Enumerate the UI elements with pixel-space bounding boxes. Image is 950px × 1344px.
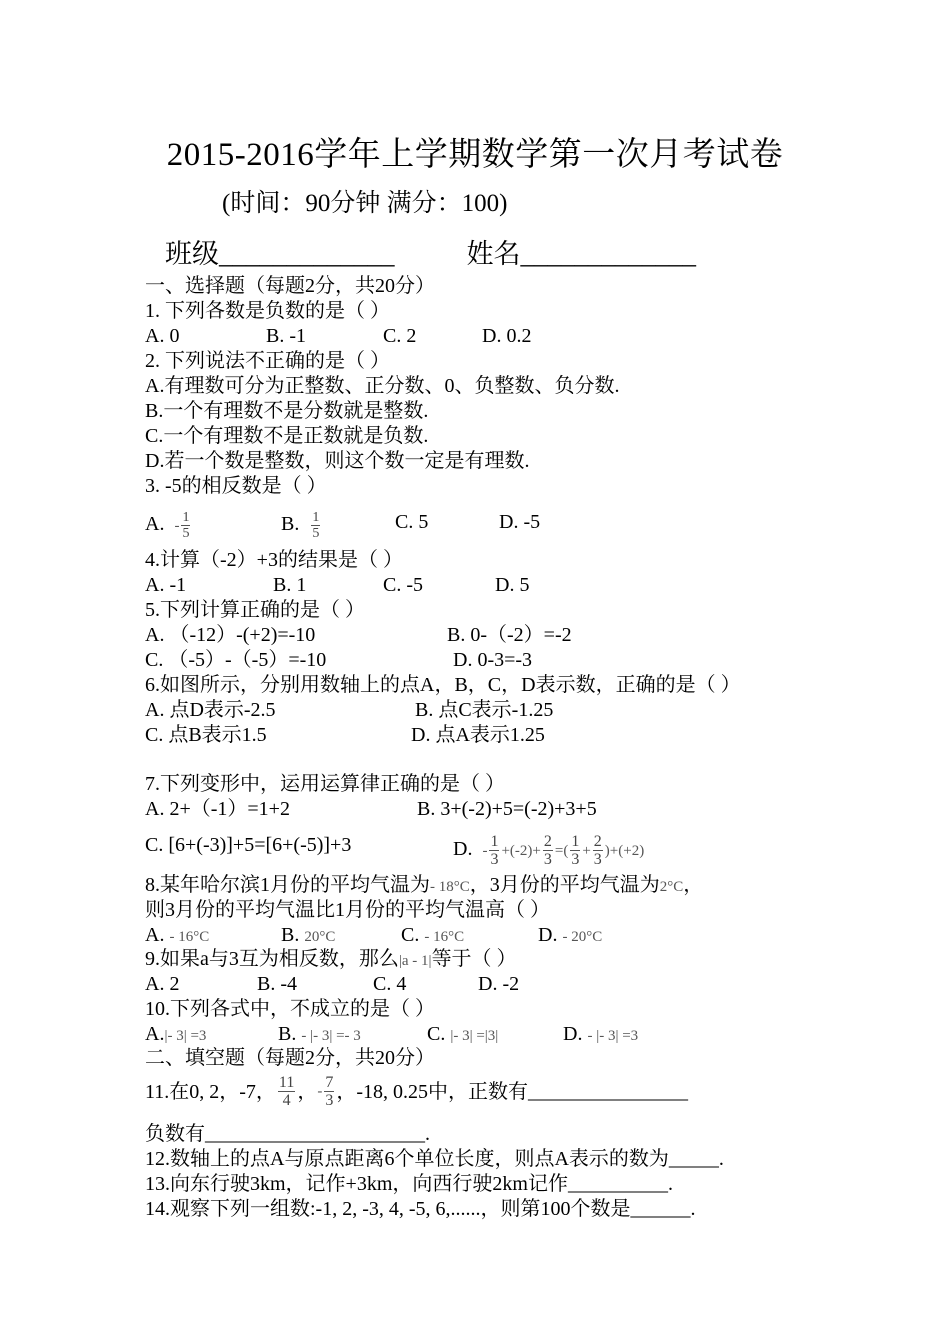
question-6-stem: 6.如图所示，分别用数轴上的点A，B，C，D表示数，正确的是（ ） [145,674,741,696]
q1-option-b: B. -1 [266,325,306,347]
q6-option-b: B. 点C表示-1.25 [415,699,554,721]
question-8-stem-1: 8.某年哈尔滨1月份的平均气温为- 18°C，3月份的平均气温为2°C， [145,874,704,896]
q3-option-d: D. -5 [499,511,541,533]
fraction: $\frac{11}{4}$ [278,1074,295,1109]
question-4-options [145,573,745,597]
q10-option-b: B. - |- 3| =- 3 [278,1023,361,1045]
question-5-row2 [145,648,785,672]
q5-option-c: C. （-5）-（-5）=-10 [145,649,327,671]
question-7-stem: 7.下列变形中，运用运算律正确的是（ ） [145,773,505,795]
q10-option-c: C. |- 3| =|3| [427,1023,499,1045]
exam-title: 2015-2016学年上学期数学第一次月考试卷 [166,137,784,173]
q6-option-a: A. 点D表示-2.5 [145,699,276,721]
q4-option-a: A. -1 [145,574,187,596]
question-13: 13.向东行驶3km，记作+3km，向西行驶2km记作__________. [145,1173,673,1195]
question-5-row1 [145,623,785,647]
question-3-options [145,502,745,542]
q9-option-b: B. -4 [257,973,297,995]
q2-option-b: B.一个有理数不是分数就是整数. [145,400,429,422]
question-7-row1 [145,797,785,821]
q7-option-c: C. [6+(-3)]+5=[6+(-5)]+3 [145,834,352,856]
question-12: 12.数轴上的点A与原点距离6个单位长度，则点A表示的数为_____. [145,1148,724,1170]
question-5-stem: 5.下列计算正确的是（ ） [145,599,365,621]
question-7-row2 [145,824,805,866]
question-4-stem: 4.计算（-2）+3的结果是（ ） [145,549,403,571]
fraction: $\frac{1}{3}$ [571,833,580,868]
question-3-stem: 3. -5的相反数是（ ） [145,475,327,497]
q1-option-d: D. 0.2 [482,325,532,347]
q6-option-d: D. 点A表示1.25 [411,724,545,746]
q10-option-a: A.|- 3| =3 [145,1023,207,1045]
fraction: $\frac{7}{3}$ [325,1074,334,1109]
question-9-options [145,972,745,996]
question-2-stem: 2. 下列说法不正确的是（ ） [145,350,390,372]
question-6-row1 [145,698,785,722]
q5-option-d: D. 0-3=-3 [453,649,533,671]
q1-option-c: C. 2 [383,325,417,347]
q4-option-d: D. 5 [495,574,530,596]
question-10-options [145,1022,785,1046]
fraction: $\frac{1}{3}$ [490,833,499,868]
q2-option-d: D.若一个数是整数，则这个数一定是有理数. [145,450,530,472]
q2-option-a: A.有理数可分为正整数、正分数、0、负整数、负分数. [145,375,620,397]
section-heading-fill: 二、填空题（每题2分，共20分） [145,1047,435,1069]
exam-subtitle: (时间：90分钟 满分：100) [222,190,508,217]
question-11-line2: 负数有______________________. [145,1123,430,1145]
q1-option-a: A. 0 [145,325,180,347]
question-1-options [145,324,745,348]
class-field: 班级_____________ [165,239,395,269]
name-field: 姓名_____________ [466,239,696,269]
q5-option-a: A. （-12）-(+2)=-10 [145,624,316,646]
q8-option-d: D. - 20°C [538,924,603,946]
question-8-stem-2: 则3月份的平均气温比1月份的平均气温高（ ） [145,899,550,921]
q6-option-c: C. 点B表示1.5 [145,724,267,746]
q7-option-a: A. 2+（-1）=1+2 [145,798,290,820]
q8-option-a: A. - 16°C [145,924,210,946]
q3-option-a: A. - $\frac{1}{5}$ [145,510,190,541]
question-10-stem: 10.下列各式中，不成立的是（ ） [145,998,435,1020]
q9-option-a: A. 2 [145,973,180,995]
q2-option-c: C.一个有理数不是正数就是负数. [145,425,429,447]
q8-option-b: B. 20°C [281,924,336,946]
q8-option-c: C. - 16°C [401,924,465,946]
q7-option-b: B. 3+(-2)+5=(-2)+3+5 [417,798,597,820]
q9-option-c: C. 4 [373,973,407,995]
question-6-row2 [145,723,785,747]
question-1-stem: 1. 下列各数是负数的是（ ） [145,300,390,322]
q4-option-c: C. -5 [383,574,423,596]
fraction: $\frac{1}{5}$ [182,510,190,541]
q7-option-d: D. - $\frac{1}{3}$ +(-2)+ $\frac{2}{3}$ =( $\frac{1}{3}$ + $\frac{2}{3}$ )+(+2) [453,833,645,868]
q3-option-b: B. $\frac{1}{5}$ [281,510,320,541]
q5-option-b: B. 0-（-2）=-2 [447,624,572,646]
fraction: $\frac{2}{3}$ [593,833,602,868]
question-11-stem: 11.在0, 2，-7， $\frac{11}{4}$ ，- $\frac{7}{3}$ ，-18, 0.25中，正数有________________ [145,1074,688,1109]
q3-option-c: C. 5 [395,511,429,533]
q4-option-b: B. 1 [273,574,307,596]
question-8-options [145,923,785,947]
student-info [165,232,696,271]
question-9-stem: 9.如果a与3互为相反数，那么|a - 1|等于（ ） [145,948,517,970]
section-heading-choice: 一、选择题（每题2分，共20分） [145,275,435,297]
fraction: $\frac{2}{3}$ [543,833,552,868]
q10-option-d: D. - |- 3| =3 [563,1023,639,1045]
question-14: 14.观察下列一组数:-1, 2, -3, 4, -5, 6,......，则第100个数是______. [145,1198,696,1220]
q9-option-d: D. -2 [478,973,520,995]
fraction: $\frac{1}{5}$ [312,510,320,541]
